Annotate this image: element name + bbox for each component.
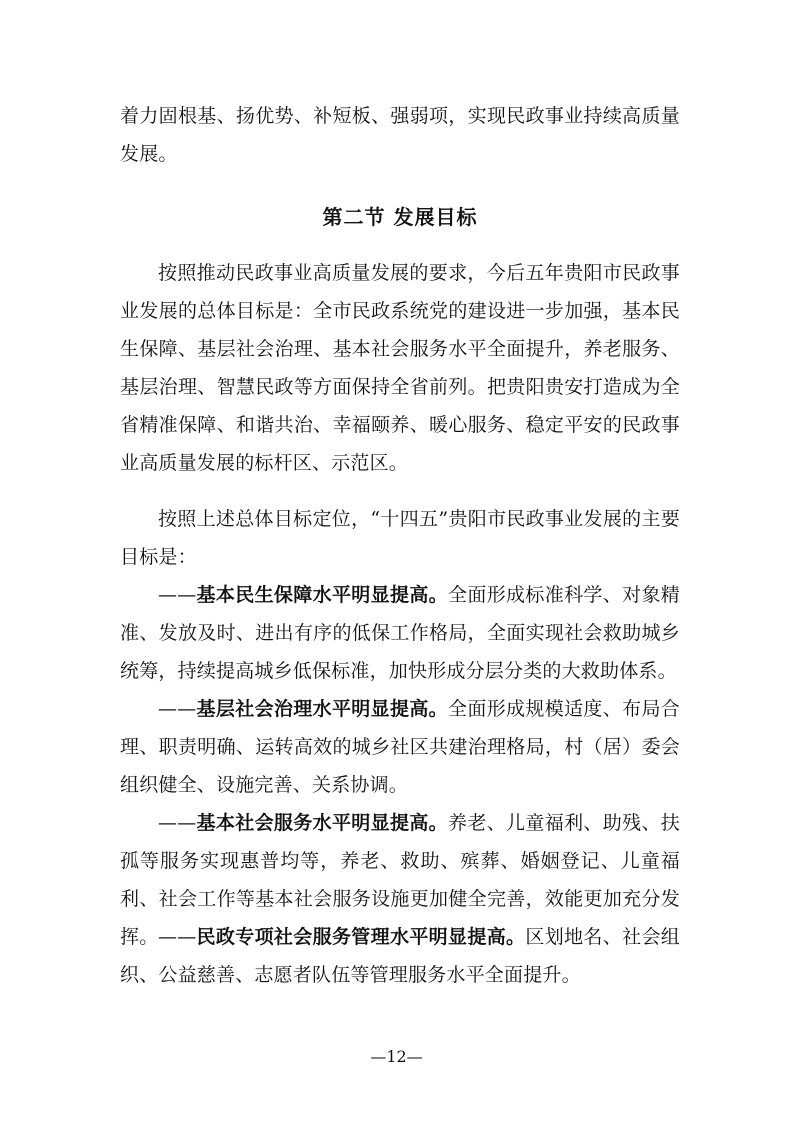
continuation-text: 着力固根基、扬优势、补短板、强弱项，实现民政事业持续高质量发展。 [120, 105, 680, 165]
targets-intro-paragraph [120, 500, 680, 576]
goal-title: 基层社会治理水平明显提高。 [196, 698, 449, 720]
goal-body: 全面形成标准科学、对象精准、发放及时、进出有序的低保工作格局，全面实现社会救助城乡统筹，持续提高城乡低保标准，加快形成分层分类的大救助体系。 [120, 584, 680, 682]
goal-paragraph [120, 576, 680, 690]
goal-title: 基本民生保障水平明显提高。 [196, 584, 449, 606]
goal-dash: —— [158, 698, 197, 720]
section-heading: 第二节 发展目标 [322, 205, 478, 229]
intro-paragraph [120, 254, 680, 482]
targets-intro-text: 按照上述总体目标定位，“十四五”贵阳市民政事业发展的主要目标是： [120, 508, 680, 568]
goal-dash: —— [158, 812, 197, 834]
goal-title: 民政专项社会服务管理水平明显提高。 [196, 926, 526, 948]
continuation-paragraph [120, 97, 680, 173]
page-number: —12— [370, 1047, 423, 1066]
goal-body: 全面形成规模适度、布局合理、职责明确、运转高效的城乡社区共建治理格局，村（居）委会组织健全、设施完善、关系协调。 [120, 698, 680, 796]
goal-body: 区划地名、社会组织、公益慈善、志愿者队伍等管理服务水平全面提升。 [120, 926, 680, 986]
goal-paragraph [120, 690, 680, 804]
goal-dash: —— [158, 926, 197, 948]
intro-text: 按照推动民政事业高质量发展的要求，今后五年贵阳市民政事业发展的总体目标是：全市民政系统党的建设进一步加强，基本民生保障、基层社会治理、基本社会服务水平全面提升，养老服务、基层治理、智慧民政等方面保持全省前列。把贵阳贵安打造成为全省精准保障、和谐共治、幸福颐养、暖心服务、稳定平安的民政事业高质量发展的标杆区、示范区。 [120, 262, 680, 474]
goal-item [120, 576, 680, 690]
goal-dash: —— [158, 584, 197, 606]
goal-paragraph [120, 918, 680, 994]
goal-item [120, 690, 680, 804]
goal-body: 养老、儿童福利、助残、扶孤等服务实现惠普均等，养老、救助、殡葬、婚姻登记、儿童福利、社会工作等基本社会服务设施更加健全完善，效能更加充分发挥。 [120, 812, 680, 948]
goal-item [120, 918, 680, 994]
goal-title: 基本社会服务水平明显提高。 [196, 812, 449, 834]
